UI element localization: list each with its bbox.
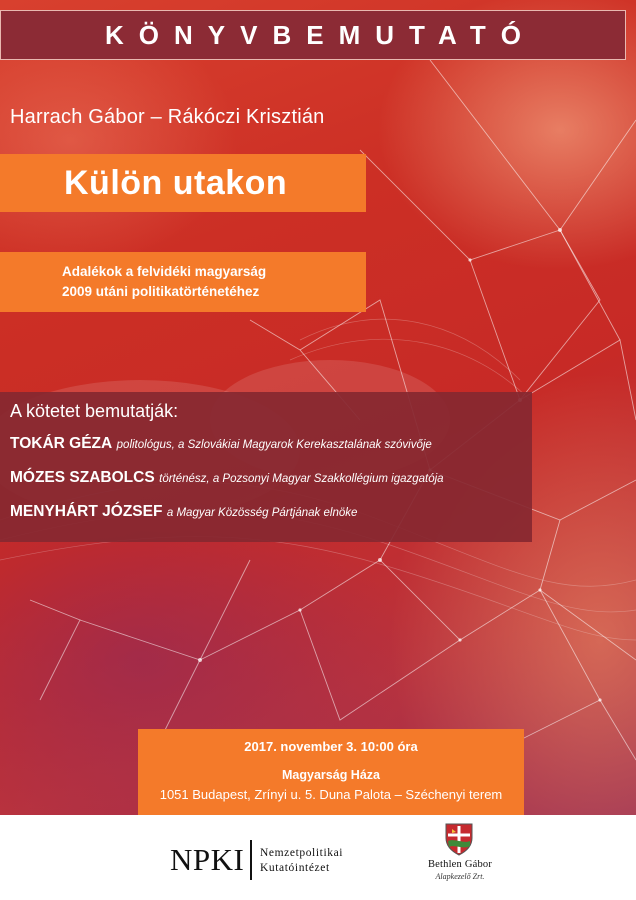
presenter-name: TOKÁR GÉZA	[10, 435, 113, 452]
presenter-role: politológus, a Szlovákiai Magyarok Kerekasztalának szóvivője	[116, 439, 432, 451]
presenter-row	[10, 469, 532, 488]
event-date: 2017. november 3. 10:00 óra	[244, 739, 418, 754]
bethlen-crest-icon	[444, 822, 474, 856]
book-subtitle	[0, 252, 366, 312]
npki-name-line-2: Kutatóintézet	[260, 862, 330, 874]
event-details	[138, 729, 524, 815]
npki-name-line-1: Nemzetpolitikai	[260, 847, 344, 859]
presenter-row	[10, 435, 532, 454]
book-subtitle-line-2: 2009 utáni politikatörténetéhez	[62, 284, 260, 299]
event-type-banner: KÖNYVBEMUTATÓ	[0, 10, 626, 60]
book-title: Külön utakon	[0, 154, 366, 212]
bethlen-gabor-logo	[416, 822, 504, 892]
npki-logo	[170, 840, 370, 884]
event-address: 1051 Budapest, Zrínyi u. 5. Duna Palota – Széchenyi terem	[159, 787, 503, 802]
presenters-panel	[0, 392, 532, 542]
book-authors: Harrach Gábor – Rákóczi Krisztián	[10, 106, 325, 128]
presenter-row	[10, 503, 532, 522]
event-venue: Magyarság Háza	[282, 768, 380, 782]
book-subtitle-line-1: Adalékok a felvidéki magyarság	[62, 264, 267, 279]
presenter-name: MÓZES SZABOLCS	[10, 469, 155, 486]
bethlen-name: Bethlen Gábor	[427, 859, 493, 870]
npki-abbreviation: NPKI	[170, 842, 245, 877]
bethlen-subtitle: Alapkezelő Zrt.	[435, 872, 485, 881]
presenter-name: MENYHÁRT JÓZSEF	[10, 503, 163, 520]
npki-divider	[250, 840, 252, 880]
presenters-heading: A kötetet bemutatják:	[10, 401, 179, 421]
presenter-role: a Magyar Közösség Pártjának elnöke	[166, 507, 358, 519]
presenter-role: történész, a Pozsonyi Magyar Szakkollégium igazgatója	[159, 473, 444, 485]
